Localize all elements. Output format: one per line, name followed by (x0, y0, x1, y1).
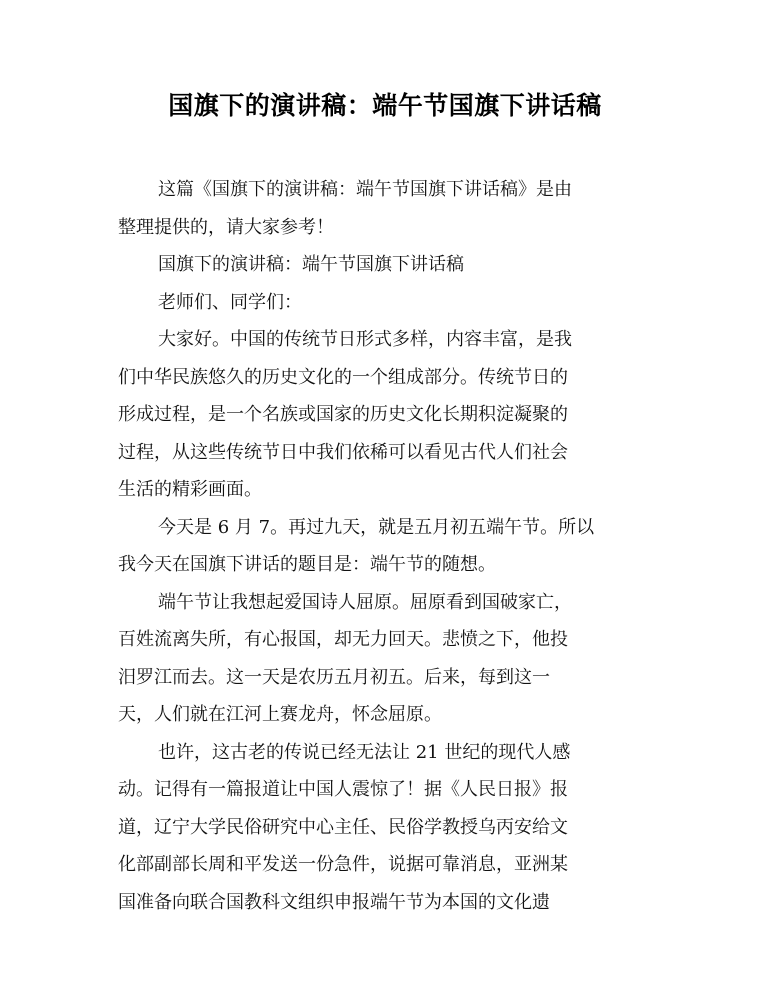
paragraph-line: 过程，从这些传统节日中我们依稀可以看见古代人们社会 (118, 441, 568, 463)
paragraph-line: 们中华民族悠久的历史文化的一个组成部分。传统节日的 (118, 366, 568, 388)
paragraph-line: 百姓流离失所，有心报国，却无力回天。悲愤之下，他投 (118, 629, 568, 650)
paragraph-line: 道，辽宁大学民俗研究中心主任、民俗学教授乌丙安给文 (118, 816, 568, 838)
paragraph-line: 天，人们就在江河上赛龙舟，怀念屈原。 (118, 704, 442, 725)
paragraph-line: 国旗下的演讲稿：端午节国旗下讲话稿 (158, 254, 464, 275)
paragraph-line: 形成过程，是一个名族或国家的历史文化长期积淀凝聚的 (118, 404, 568, 425)
paragraph-line: 汨罗江而去。这一天是农历五月初五。后来，每到这一 (118, 666, 550, 688)
document-body (118, 171, 638, 921)
paragraph-line: 动。记得有一篇报道让中国人震惊了！据《人民日报》报 (118, 779, 568, 800)
paragraph-line: 今天是 6 月 7。再过九天，就是五月初五端午节。所以 (158, 516, 595, 538)
paragraph-line: 老师们、同学们： (158, 291, 302, 313)
paragraph-line: 大家好。中国的传统节日形式多样，内容丰富，是我 (158, 329, 572, 350)
paragraph-line: 生活的精彩画面。 (118, 479, 262, 500)
paragraph-line: 我今天在国旗下讲话的题目是：端午节的随想。 (118, 554, 496, 575)
paragraph-line: 端午节让我想起爱国诗人屈原。屈原看到国破家亡， (158, 591, 572, 613)
document-title: 国旗下的演讲稿：端午节国旗下讲话稿 (168, 91, 602, 120)
paragraph-line: 化部副部长周和平发送一份急件，说据可靠消息，亚洲某 (118, 854, 568, 875)
paragraph-line: 整理提供的，请大家参考！ (118, 216, 334, 238)
paragraph-line: 也许，这古老的传说已经无法让 21 世纪的现代人感 (158, 741, 571, 763)
paragraph-line: 这篇《国旗下的演讲稿：端午节国旗下讲话稿》是由 (158, 179, 572, 200)
paragraph-line: 国准备向联合国教科文组织申报端午节为本国的文化遗 (118, 891, 550, 913)
